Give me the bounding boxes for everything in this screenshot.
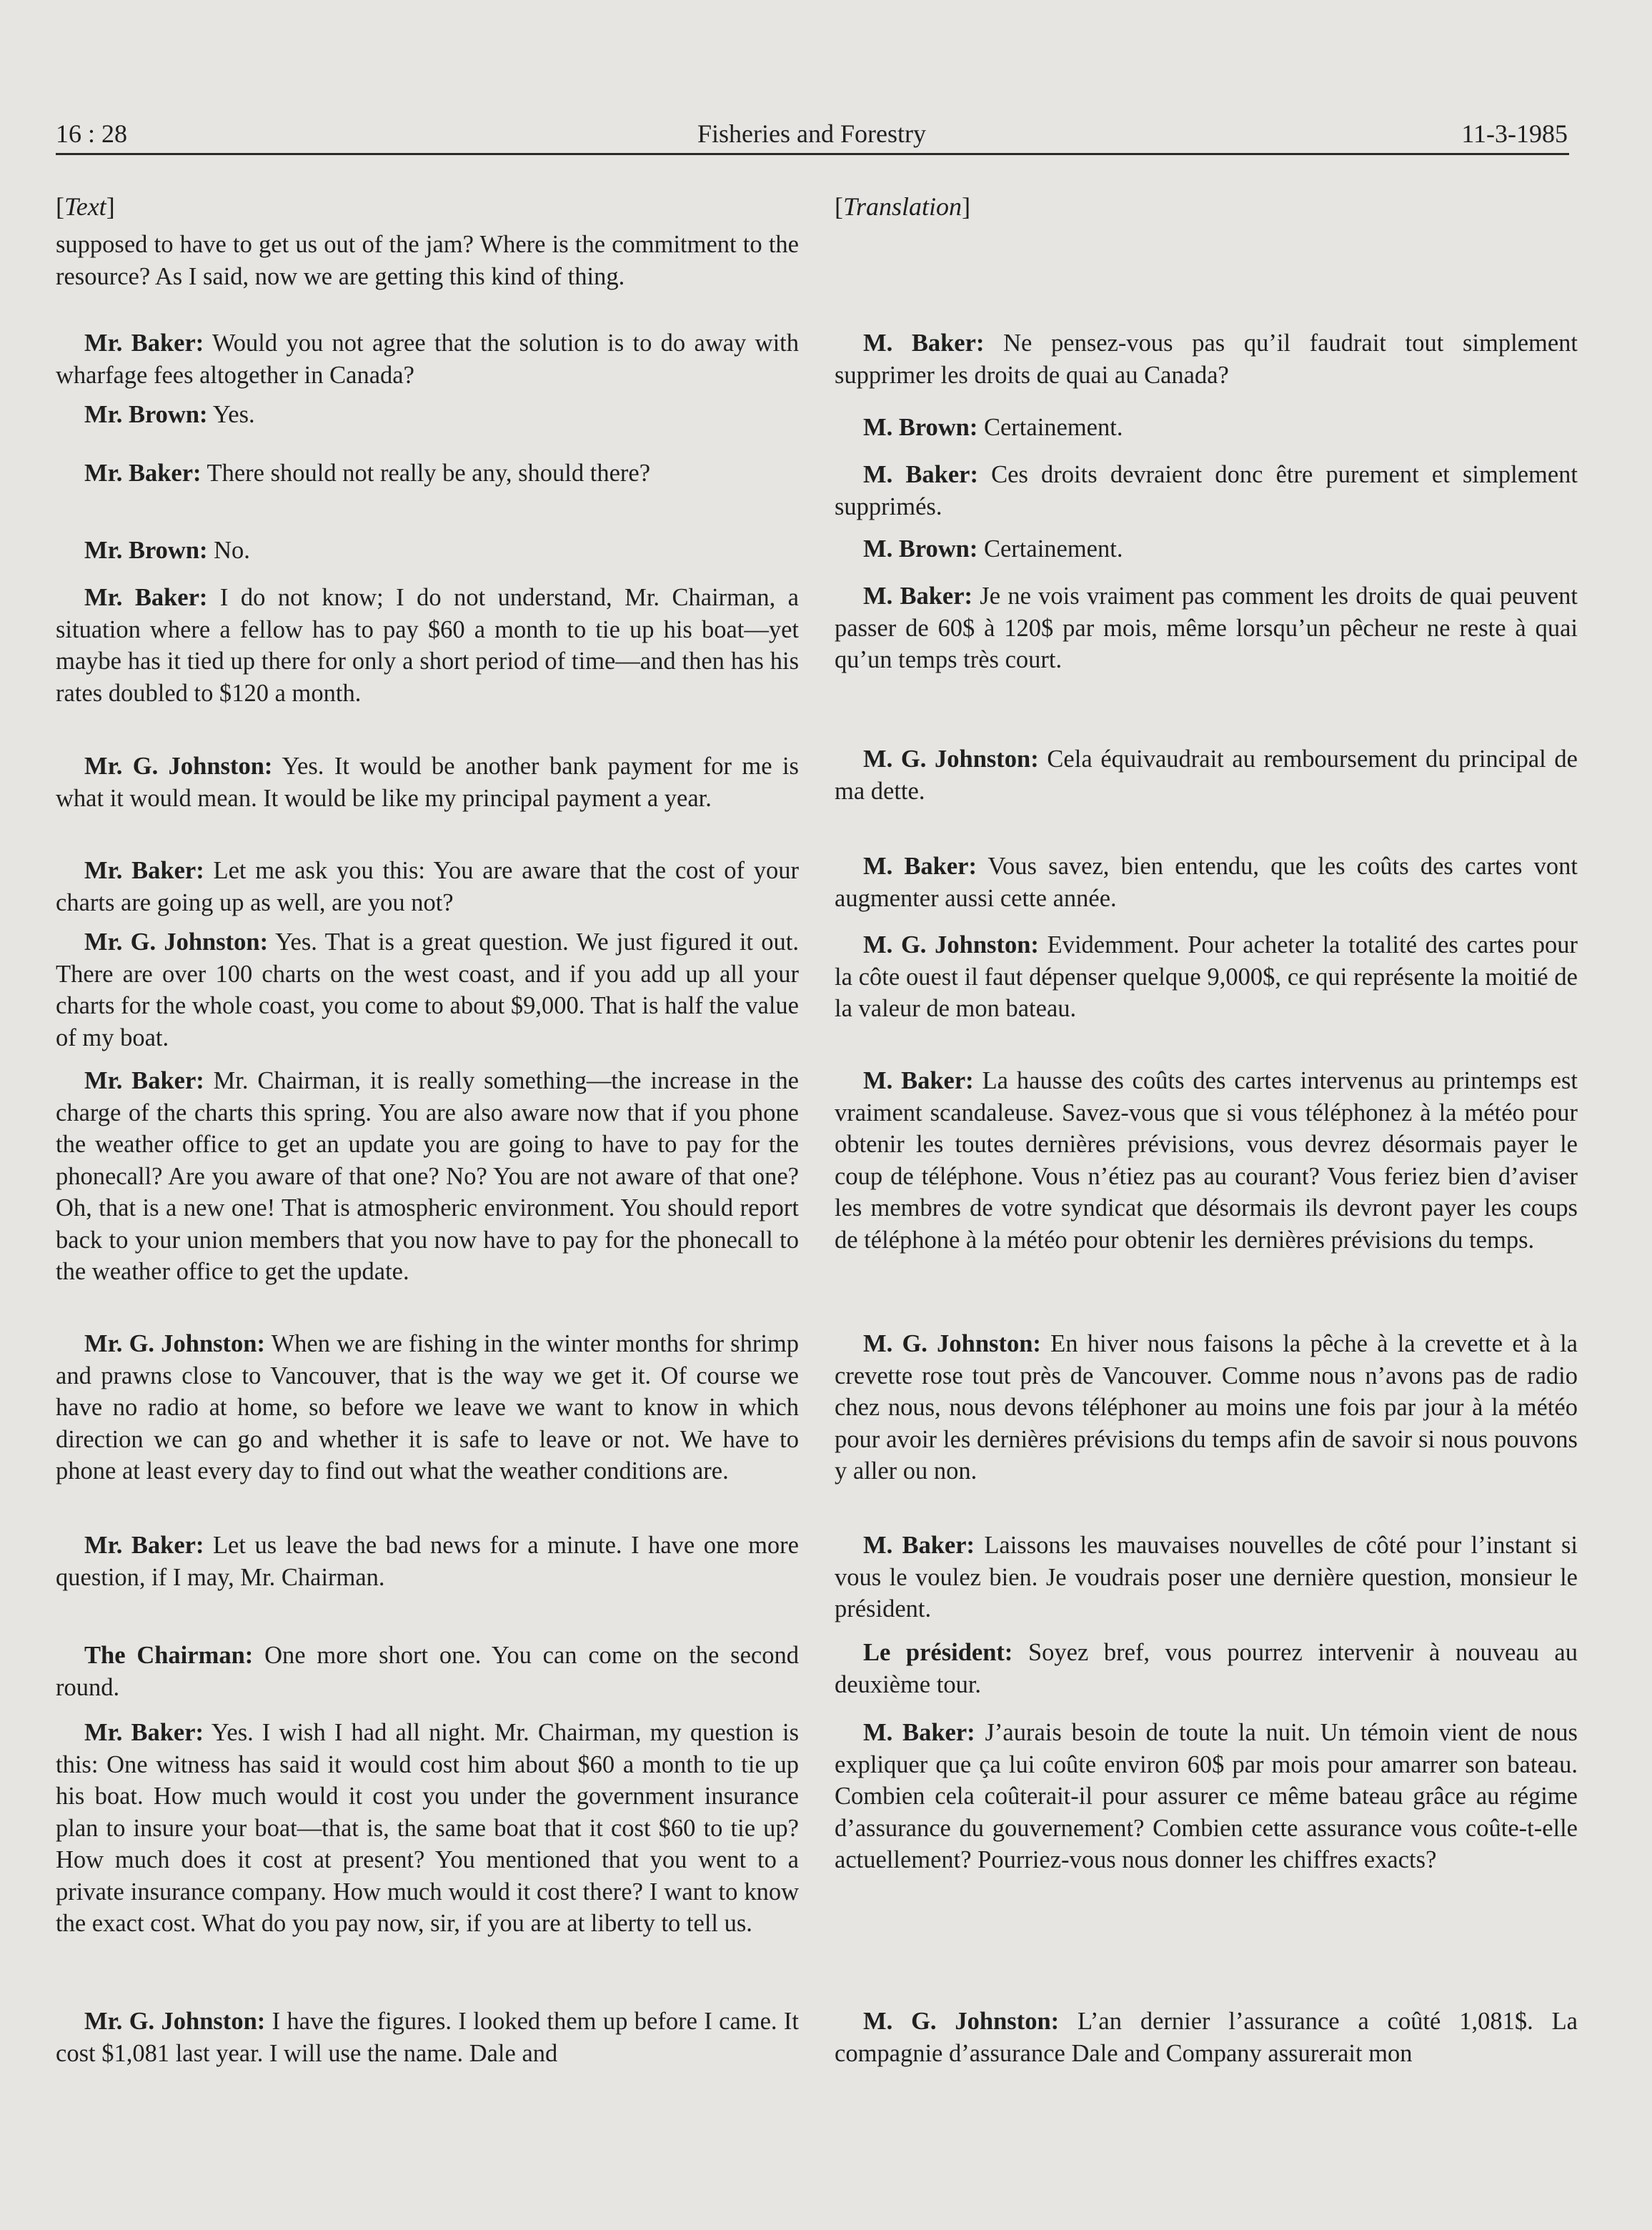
paragraph: Mr. Baker: Let me ask you this: You are aware that the cost of your charts are going up as well, are you not? (56, 857, 799, 916)
paragraph: M. Baker: Laissons les mauvaises nouvelles de côté pour l’instant si vous le voulez bien. Je voudrais poser une dernière question, monsieur le président. (835, 1532, 1578, 1622)
paragraph: M. G. Johnston: L’an dernier l’assurance a coûté 1,081$. La compagnie d’assurance Dale and Company assurerait mon (835, 2008, 1578, 2067)
paragraph: M. Baker: Je ne vois vraiment pas comment les droits de quai peuvent passer de 60$ à 120$ par mois, même lorsqu’un pêcheur ne reste à quai qu’un temps très court. (835, 583, 1578, 673)
translation-column (835, 190, 1578, 2067)
paragraph: Mr. Brown: No. (84, 537, 250, 564)
paragraph: supposed to have to get us out of the jam? Where is the commitment to the resource? As I said, now we are getting this kind of thing. (56, 231, 799, 290)
header-rule (56, 153, 1569, 155)
paragraph: Mr. G. Johnston: Yes. That is a great question. We just figured it out. There are over 100 charts on the west coast, and if you add up all your charts for the whole coast, you come to about $9,000. That is half the value of my boat. (56, 928, 799, 1051)
paragraph: M. Baker: Ne pensez-vous pas qu’il faudrait tout simplement supprimer les droits de quai au Canada? (835, 329, 1578, 389)
page-header (56, 119, 1568, 154)
running-title: Fisheries and Forestry (697, 119, 926, 148)
paragraph: The Chairman: One more short one. You can come on the second round. (56, 1642, 799, 1701)
paragraph: Mr. Baker: Would you not agree that the solution is to do away with wharfage fees altogether in Canada? (56, 329, 799, 389)
paragraph: Mr. Baker: Mr. Chairman, it is really something—the increase in the charge of the charts this spring. You are also aware now that if you phone the weather office to get an update you are going to have to pay for the phonecall? Are you aware of that one? No? You are not aware of that one? Oh, that is a new one! That is atmospheric environment. You should report back to your union members that you now have to pay for the phonecall to the weather office to get the update. (56, 1067, 799, 1285)
paragraph: M. Baker: Ces droits devraient donc être purement et simplement supprimés. (835, 461, 1578, 520)
paragraph: M. Brown: Certainement. (863, 414, 1123, 441)
column-label-translation: [Translation] (835, 192, 971, 221)
column-label-text: [Text] (56, 192, 115, 221)
paragraph: M. G. Johnston: Evidemment. Pour acheter la totalité des cartes pour la côte ouest il faut dépenser quelque 9,000$, ce qui représente la moitié de la valeur de mon bateau. (835, 931, 1578, 1022)
paragraph: Mr. Baker: Let us leave the bad news for a minute. I have one more question, if I may, Mr. Chairman. (56, 1532, 799, 1591)
paragraph: Mr. G. Johnston: Yes. It would be another bank payment for me is what it would mean. It would be like my principal payment a year. (56, 753, 799, 812)
paragraph: Mr. G. Johnston: When we are fishing in the winter months for shrimp and prawns close to Vancouver, that is the way we get it. Of course we have no radio at home, so before we leave we want to know in which direction we can go and whether it is safe to leave or not. We have to phone at least every day to find out what the weather conditions are. (56, 1330, 799, 1485)
paragraph: Mr. G. Johnston: I have the figures. I looked them up before I came. It cost $1,081 last year. I will use the name. Dale and (56, 2008, 799, 2067)
paragraph: M. G. Johnston: En hiver nous faisons la pêche à la crevette et à la crevette rose tout près de Vancouver. Comme nous n’avons pas de radio chez nous, nous devons téléphoner au moins une fois par jour à la météo pour avoir les dernières prévisions du temps afin de savoir si nous pouvons y aller ou non. (835, 1330, 1578, 1485)
paragraph: Le président: Soyez bref, vous pourrez intervenir à nouveau au deuxième tour. (835, 1639, 1578, 1698)
paragraph: M. Brown: Certainement. (863, 535, 1123, 563)
paragraph: Mr. Brown: Yes. (84, 401, 255, 428)
paragraph: Mr. Baker: Yes. I wish I had all night. Mr. Chairman, my question is this: One witness has said it would cost him about $60 a month to tie up his boat. How much would it cost you under the government insurance plan to insure your boat—that is, the same boat that it cost $60 to tie up? How much does it cost at present? You mentioned that you went to a private insurance company. How much would it cost there? I want to know the exact cost. What do you pay now, sir, if you are at liberty to tell us. (56, 1719, 799, 1937)
paragraph: Mr. Baker: There should not really be any, should there? (84, 460, 651, 487)
paragraph: M. G. Johnston: Cela équivaudrait au remboursement du principal de ma dette. (835, 745, 1578, 805)
paragraph: Mr. Baker: I do not know; I do not understand, Mr. Chairman, a situation where a fellow has to pay $60 a month to tie up his boat—yet maybe has it tied up there for only a short period of time—and then has his rates doubled to $120 a month. (56, 584, 799, 707)
sitting-date: 11-3-1985 (1461, 119, 1568, 148)
page-number: 16 : 28 (56, 119, 128, 148)
paragraph: M. Baker: La hausse des coûts des cartes intervenus au printemps est vraiment scandaleuse. Savez-vous que si vous téléphonez à la météo pour obtenir les toutes dernières prévisions, vous devrez désormais payer le coup de téléphone. Vous n’étiez pas au courant? Vous feriez bien d’aviser les membres de votre syndicat que désormais ils devront payer les coups de téléphone à la météo pour obtenir les dernières prévisions du temps. (835, 1067, 1578, 1254)
paragraph: M. Baker: J’aurais besoin de toute la nuit. Un témoin vient de nous expliquer que ça lui coûte environ 60$ par mois pour amarrer son bateau. Combien cela coûterait-il pour assurer ce même bateau grâce au régime d’assurance du gouvernement? Combien cette assurance vous coûte-t-elle actuellement? Pourriez-vous nous donner les chiffres exacts? (835, 1719, 1578, 1873)
original-text-column (56, 190, 799, 2067)
paragraph: M. Baker: Vous savez, bien entendu, que les coûts des cartes vont augmenter aussi cette année. (835, 853, 1578, 912)
